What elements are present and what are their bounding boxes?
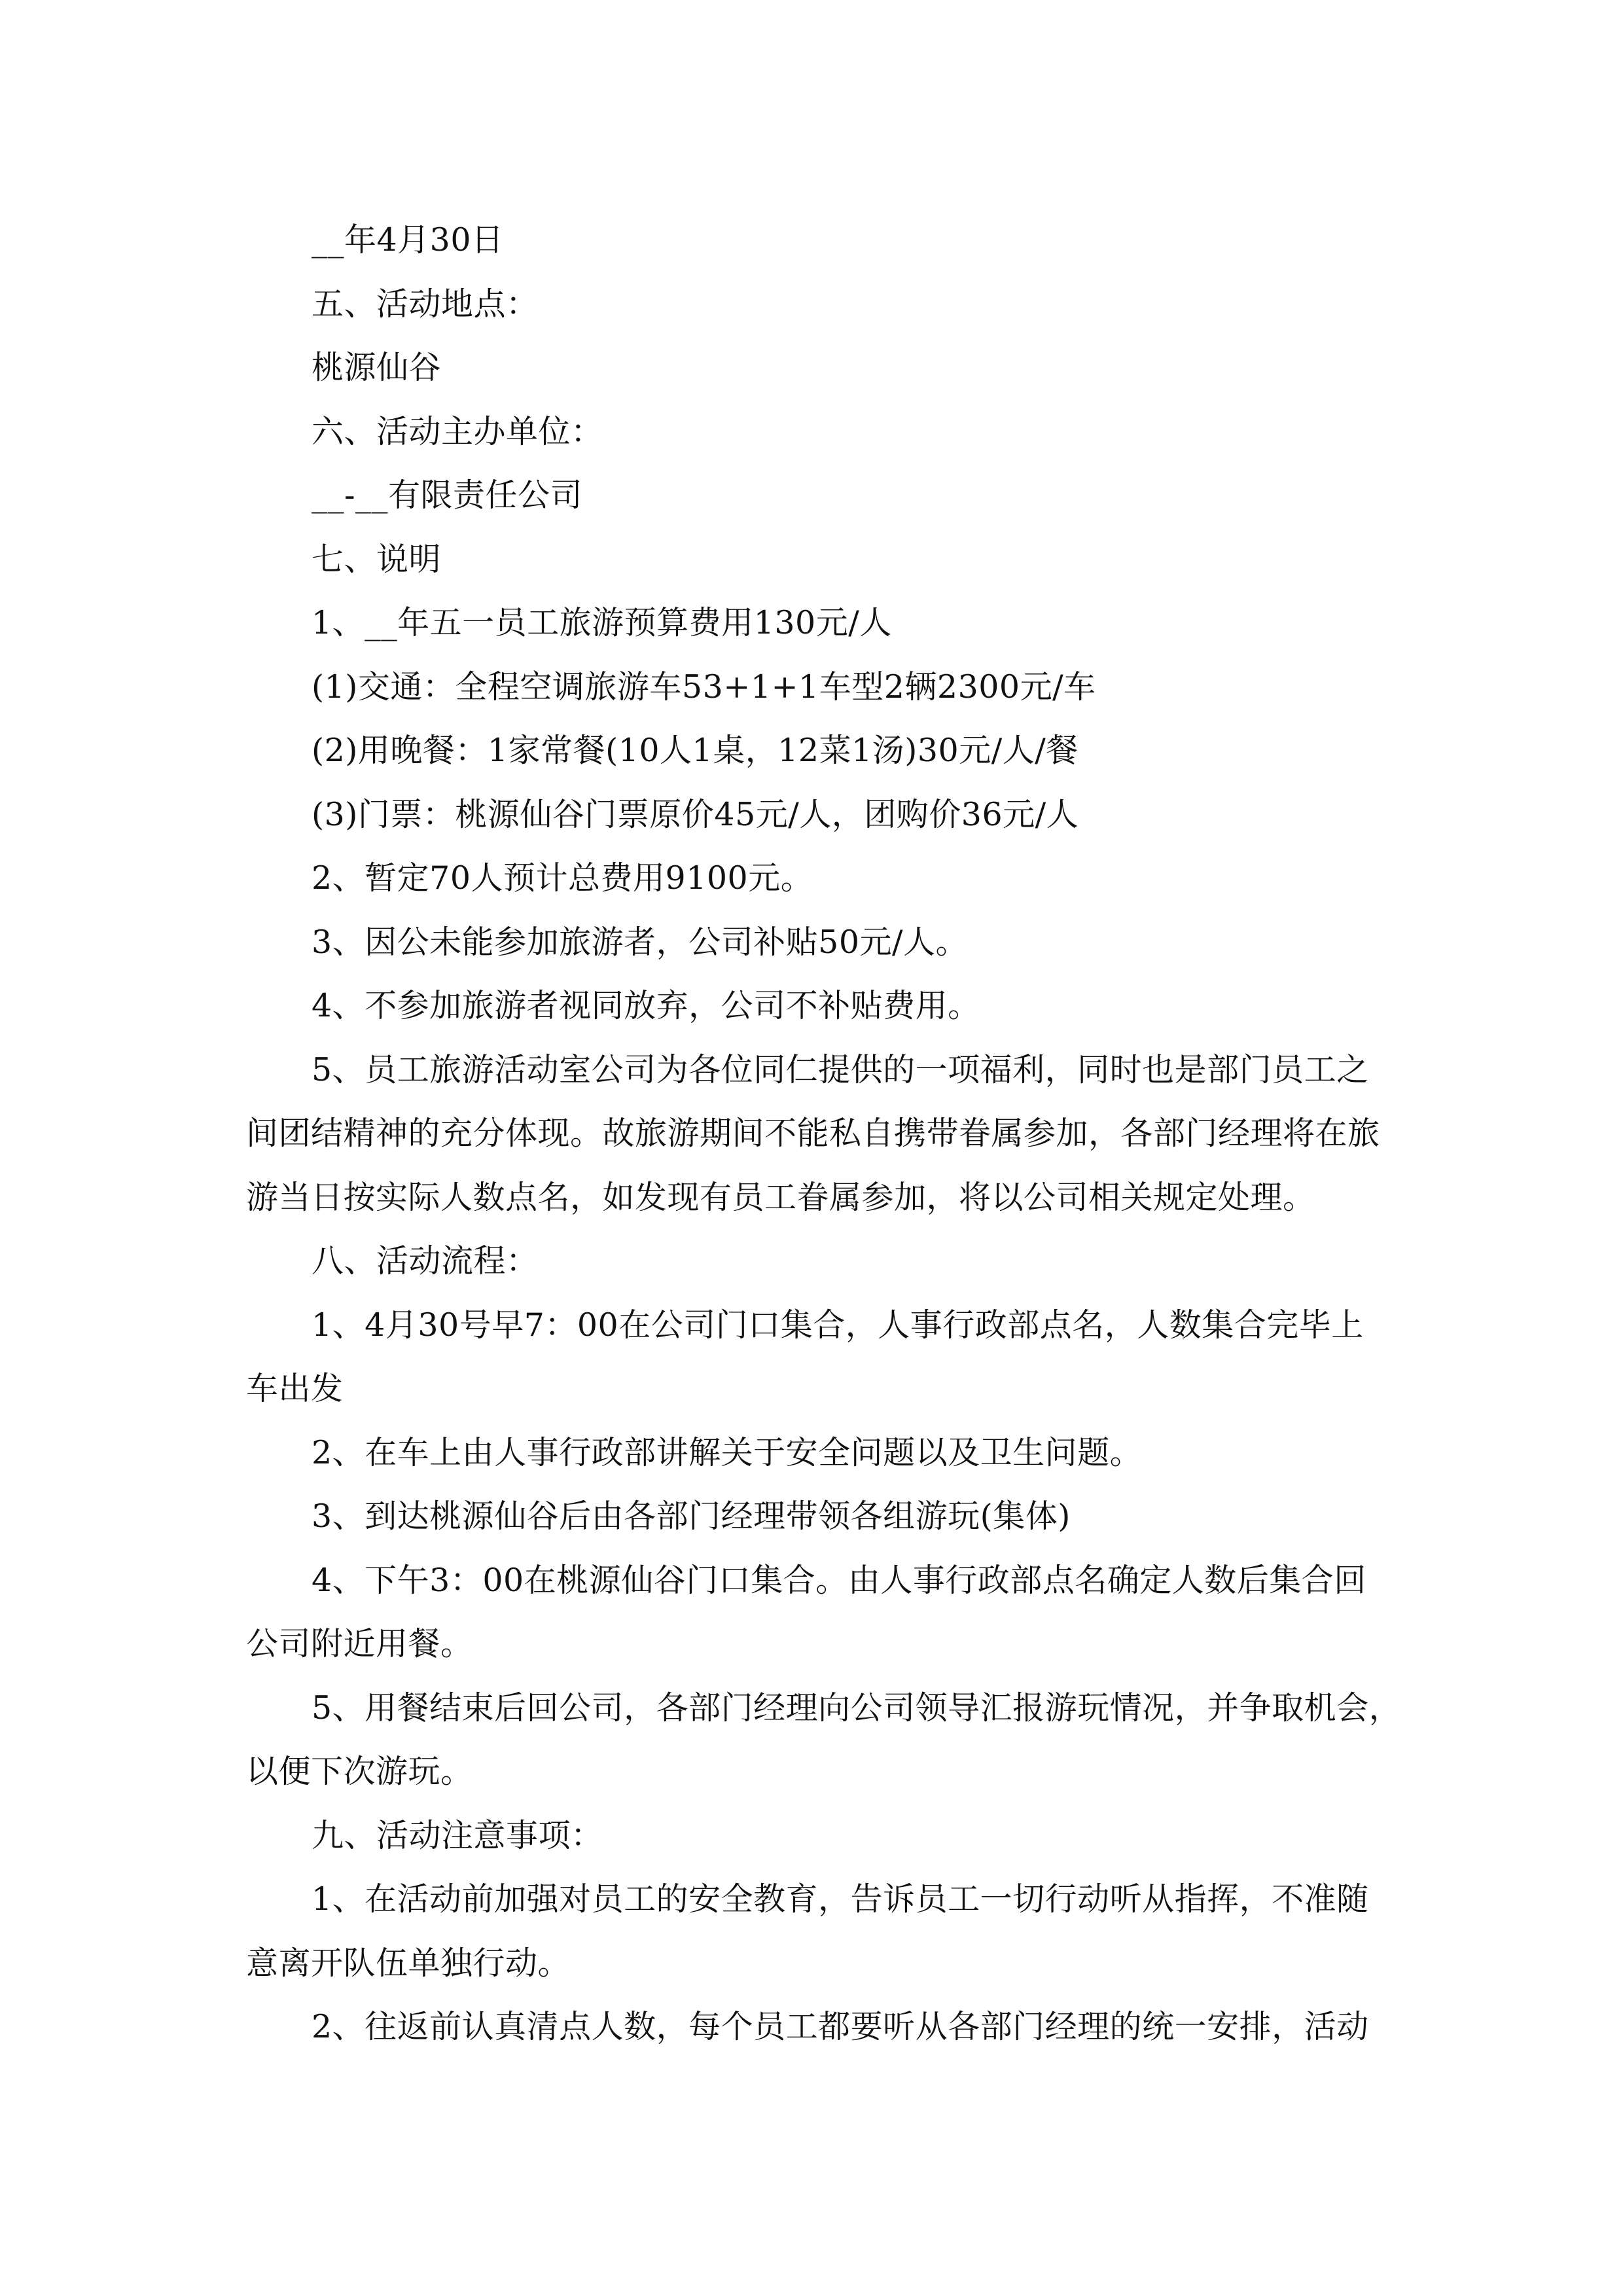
- section-heading-process: 八、活动流程：: [312, 1242, 539, 1280]
- process-step-5-line-1: 5、用餐结束后回公司，各部门经理向公司领导汇报游玩情况，并争取机会，: [312, 1689, 1402, 1727]
- process-step-4-line-2: 公司附近用餐。: [246, 1625, 473, 1662]
- welfare-paragraph-line-3: 游当日按实际人数点名，如发现有员工眷属参加，将以公司相关规定处理。: [246, 1178, 1315, 1216]
- date-line: __年4月30日: [312, 221, 504, 259]
- ticket-line: (3)门票：桃源仙谷门票原价45元/人，团购价36元/人: [312, 795, 1079, 833]
- welfare-paragraph-line-1: 5、员工旅游活动室公司为各位同仁提供的一项福利，同时也是部门员工之: [312, 1050, 1369, 1088]
- dinner-line: (2)用晚餐：1家常餐(10人1桌，12菜1汤)30元/人/餐: [312, 732, 1079, 769]
- precaution-2-line-1: 2、往返前认真清点人数，每个员工都要听从各部门经理的统一安排，活动: [312, 2008, 1369, 2045]
- organizer-text: __-__有限责任公司: [312, 476, 583, 514]
- section-heading-location: 五、活动地点：: [312, 285, 539, 323]
- total-cost-line: 2、暂定70人预计总费用9100元。: [312, 859, 813, 897]
- section-heading-organizer: 六、活动主办单位：: [312, 412, 603, 450]
- document-body: [246, 208, 1402, 2059]
- location-text: 桃源仙谷: [312, 349, 442, 386]
- section-heading-notes: 七、说明: [312, 540, 442, 578]
- welfare-paragraph-line-2: 间团结精神的充分体现。故旅游期间不能私自携带眷属参加，各部门经理将在旅: [246, 1115, 1380, 1152]
- forfeit-line: 4、不参加旅游者视同放弃，公司不补贴费用。: [312, 987, 980, 1024]
- process-step-5-line-2: 以便下次游玩。: [246, 1753, 473, 1790]
- process-step-1-line-2: 车出发: [246, 1370, 344, 1407]
- process-step-4-line-1: 4、下午3：00在桃源仙谷门口集合。由人事行政部点名确定人数后集合回: [312, 1561, 1366, 1599]
- process-step-3: 3、到达桃源仙谷后由各部门经理带领各组游玩(集体): [312, 1498, 1071, 1535]
- process-step-2: 2、在车上由人事行政部讲解关于安全问题以及卫生问题。: [312, 1433, 1143, 1471]
- transport-line: (1)交通：全程空调旅游车53+1+1车型2辆2300元/车: [312, 668, 1096, 706]
- precaution-1-line-2: 意离开队伍单独行动。: [246, 1944, 571, 1982]
- subsidy-line: 3、因公未能参加旅游者，公司补贴50元/人。: [312, 923, 969, 961]
- precaution-1-line-1: 1、在活动前加强对员工的安全教育，告诉员工一切行动听从指挥，不准随: [312, 1880, 1369, 1918]
- section-heading-precautions: 九、活动注意事项：: [312, 1816, 603, 1854]
- budget-line: 1、__年五一员工旅游预算费用130元/人: [312, 604, 892, 641]
- process-step-1-line-1: 1、4月30号早7：00在公司门口集合，人事行政部点名，人数集合完毕上: [312, 1306, 1364, 1344]
